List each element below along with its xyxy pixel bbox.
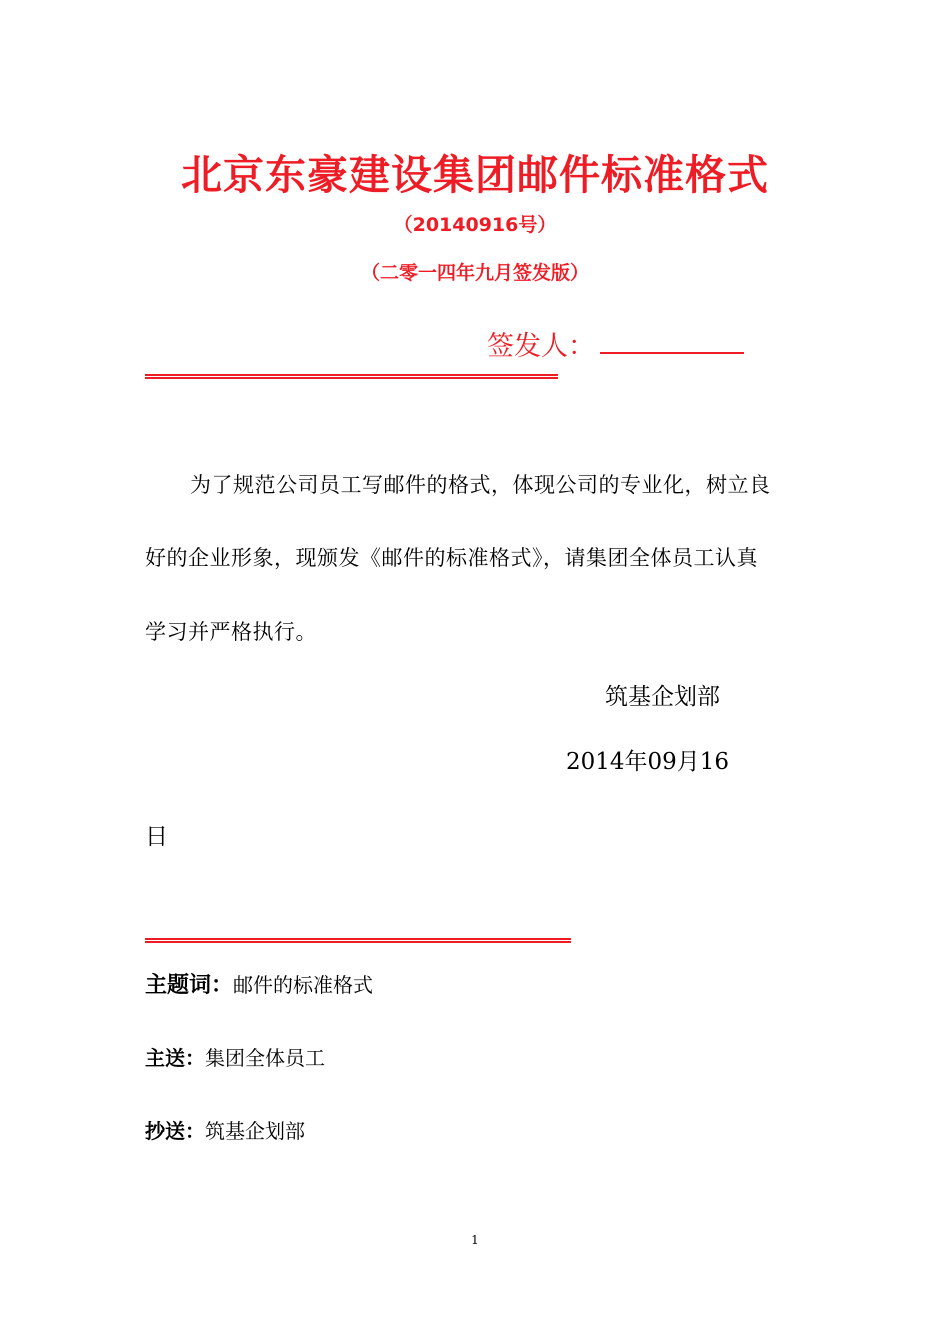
document-number: （20140916号） <box>393 214 557 236</box>
issue-date-day: 日 <box>145 824 168 850</box>
cc-label: 抄送： <box>145 1119 205 1143</box>
cc-value: 筑基企划部 <box>205 1119 305 1143</box>
body-paragraph-line-3: 学习并严格执行。 <box>145 620 317 644</box>
cc-row <box>145 1115 305 1144</box>
send-to-label: 主送： <box>145 1046 205 1070</box>
page-number: 1 <box>471 1233 479 1247</box>
signer-label: 签发人： <box>487 331 595 362</box>
signer-blank-line <box>600 352 744 354</box>
header-double-rule <box>145 374 558 379</box>
send-to-row <box>145 1042 325 1071</box>
keywords-label: 主题词： <box>145 973 234 998</box>
issuing-department: 筑基企划部 <box>605 684 720 710</box>
footer-double-rule <box>145 938 571 943</box>
body-paragraph-line-2: 好的企业形象，现颁发《邮件的标准格式》，请集团全体员工认真 <box>145 546 758 570</box>
document-title: 北京东豪建设集团邮件标准格式 <box>181 151 769 199</box>
send-to-value: 集团全体员工 <box>205 1046 325 1070</box>
body-paragraph-line-1: 为了规范公司员工写邮件的格式，体现公司的专业化，树立良 <box>190 473 771 497</box>
keywords-value: 邮件的标准格式 <box>233 973 374 997</box>
issue-date: 2014年09月16 <box>566 749 730 775</box>
keywords-row <box>145 968 373 999</box>
edition-label: （二零一四年九月签发版） <box>360 262 589 284</box>
